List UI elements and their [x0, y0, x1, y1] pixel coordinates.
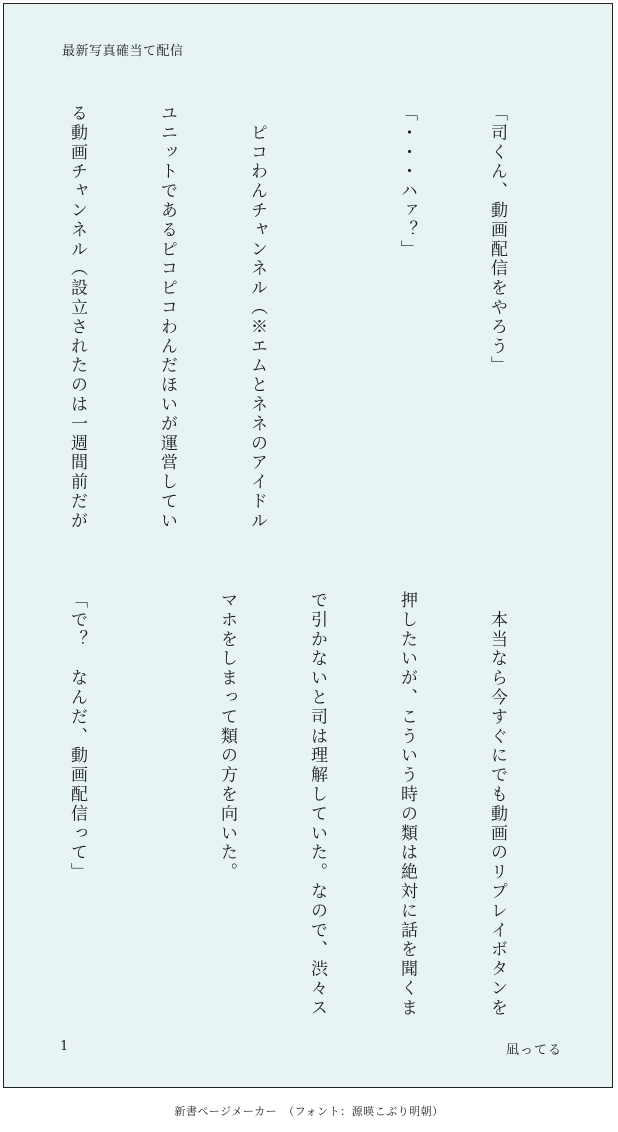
text-column: 「・・・ハァ？」: [397, 104, 417, 260]
text-column: で引かないと司は理解していた。なので、渋々ス: [307, 591, 327, 1018]
text-column: [0, 591, 2, 1021]
text-column: ユニットであるピコピコわんだほいが運営してい: [157, 104, 177, 531]
text-column: 押したいが、こういう時の類は絶対に話を聞くま: [397, 591, 417, 1018]
text-column: 本当なら今すぐにでも動画のリプレイボタンを: [487, 591, 507, 1018]
page-title: 最新写真確当て配信: [62, 44, 184, 59]
text-column: 「司くん、動画配信をやろう」: [487, 104, 507, 376]
text-column: 「で？ なんだ、動画配信って」: [67, 591, 87, 882]
text-column: ピコわんチャンネル（※エムとネネのアイドル: [247, 104, 267, 531]
text-block-top: [0, 104, 572, 534]
book-page: [3, 3, 613, 1088]
page-number: 1: [60, 1039, 69, 1054]
author-name: 凪ってる: [505, 1043, 562, 1058]
text-column: [0, 104, 2, 534]
text-column: る動画チャンネル（設立されたのは一週間前だが: [67, 104, 87, 531]
text-block-bottom: [0, 591, 572, 1021]
generator-credit: 新書ページメーカー （フォント：源暎こぶり明朝）: [174, 1105, 444, 1118]
text-column: マホをしまって類の方を向いた。: [217, 591, 237, 882]
